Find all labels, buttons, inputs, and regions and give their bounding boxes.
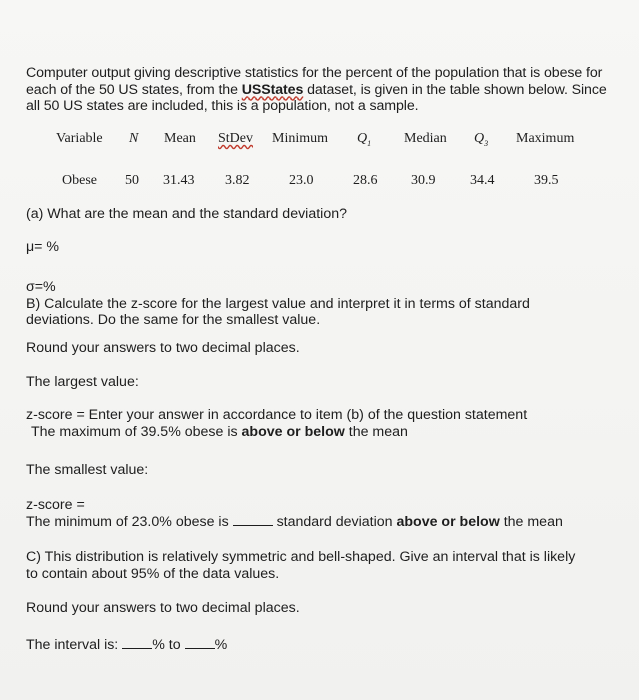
interval-pct: % xyxy=(214,637,228,653)
header-q3 xyxy=(474,131,488,152)
header-q3-sub: 3 xyxy=(484,138,489,148)
header-mean: Mean xyxy=(164,131,196,146)
min-interpretation xyxy=(26,513,563,530)
cell-median: 30.9 xyxy=(411,173,436,188)
part-b-round-note: Round your answers to two decimal places. xyxy=(26,340,300,356)
min-the-mean: the mean xyxy=(499,514,563,530)
sigma-answer-label[interactable]: σ=% xyxy=(26,279,56,295)
header-maximum: Maximum xyxy=(516,131,575,146)
interval-pct-to: % to xyxy=(152,637,181,653)
min-text: The minimum of 23.0% obese is xyxy=(26,514,229,530)
largest-value-heading: The largest value: xyxy=(26,374,139,390)
header-q1-sub: 1 xyxy=(367,138,372,148)
cell-maximum: 39.5 xyxy=(534,173,559,188)
part-c-round-note: Round your answers to two decimal places. xyxy=(26,600,300,616)
z-score-largest[interactable]: z-score = Enter your answer in accordance to item (b) of the question statement xyxy=(26,407,528,423)
mu-answer-label[interactable]: μ= % xyxy=(26,239,60,255)
header-variable: Variable xyxy=(56,131,103,146)
cell-minimum: 23.0 xyxy=(289,173,314,188)
cell-q3: 34.4 xyxy=(470,173,495,188)
max-text: The maximum of 39.5% obese is xyxy=(31,424,242,440)
cell-q1: 28.6 xyxy=(353,173,378,188)
part-c-question-line2: to contain about 95% of the data values. xyxy=(26,566,280,582)
cell-stdev: 3.82 xyxy=(225,173,250,188)
cell-n: 50 xyxy=(125,173,139,188)
part-a-question: (a) What are the mean and the standard deviation? xyxy=(26,206,347,222)
z-score-smallest[interactable]: z-score = xyxy=(26,497,85,513)
header-minimum: Minimum xyxy=(272,131,329,146)
header-q1-letter: Q xyxy=(357,131,368,146)
max-above-below[interactable]: above or below xyxy=(241,424,345,440)
header-n: N xyxy=(129,131,139,146)
dataset-name: USStates xyxy=(241,81,304,98)
interval-upper-blank[interactable] xyxy=(185,636,215,649)
header-q1 xyxy=(357,131,371,152)
header-median: Median xyxy=(404,131,447,146)
intro-paragraph xyxy=(26,65,616,115)
max-interpretation xyxy=(31,424,408,440)
cell-mean: 31.43 xyxy=(163,173,195,188)
max-the-mean: the mean xyxy=(344,424,408,440)
interval-label: The interval is: xyxy=(26,637,119,653)
part-b-question-line2: deviations. Do the same for the smallest value. xyxy=(26,312,321,328)
part-b-question-line1: B) Calculate the z-score for the largest value and interpret it in terms of standard xyxy=(26,296,530,312)
header-stdev: StDev xyxy=(218,131,253,146)
min-sd-blank[interactable] xyxy=(233,513,273,526)
intro-text-after: dataset, is given in the table shown below. Since all 50 US states are included, this is a population, not a sample. xyxy=(26,81,607,114)
intro-text-before: Computer output giving descriptive statistics for the percent of the population that is obese for each of the 50 US states, from the xyxy=(26,65,603,98)
interval-lower-blank[interactable] xyxy=(122,636,152,649)
min-above-below[interactable]: above or below xyxy=(396,514,500,530)
header-q3-letter: Q xyxy=(474,131,485,146)
min-after: standard deviation xyxy=(272,514,397,530)
smallest-value-heading: The smallest value: xyxy=(26,462,149,478)
cell-variable: Obese xyxy=(62,173,97,188)
part-c-question-line1: C) This distribution is relatively symmetric and bell-shaped. Give an interval that is likely xyxy=(26,549,576,565)
interval-line xyxy=(26,636,227,653)
